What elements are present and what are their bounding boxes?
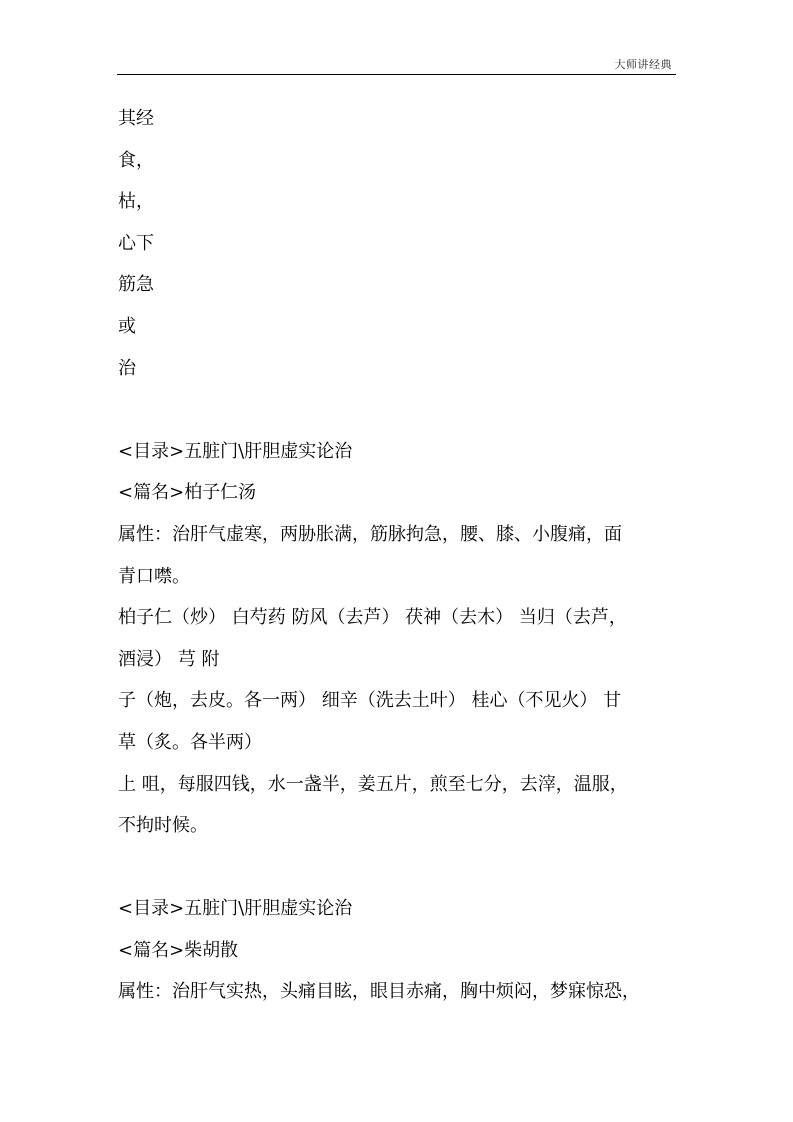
text-fragment: 其经 bbox=[118, 108, 154, 129]
paragraph-spacer bbox=[118, 847, 678, 889]
text-fragment: 或 bbox=[118, 315, 136, 337]
attribute-line: 属性：治肝气虚寒，两胁胀满，筋脉拘急，腰、膝、小腹痛，面 bbox=[118, 523, 622, 545]
document-body bbox=[118, 98, 678, 1013]
text-fragment: 枯， bbox=[118, 191, 154, 213]
method-line: 上 咀，每服四钱，水一盏半，姜五片，煎至七分，去滓，温服， bbox=[118, 773, 628, 795]
text-fragment: 心下 bbox=[118, 232, 154, 254]
entry-chaihu-san bbox=[118, 888, 678, 1013]
method-line: 不拘时候。 bbox=[118, 815, 208, 837]
text-fragment: 筋急 bbox=[118, 274, 154, 296]
ingredient-line: 子（炮，去皮。各一两） 细辛（洗去土叶） 桂心（不见火） 甘 bbox=[118, 690, 622, 712]
entry-baiziren-tang bbox=[118, 431, 678, 847]
ingredient-line: 酒浸） 芎 附 bbox=[118, 648, 220, 670]
text-fragment: 食， bbox=[118, 149, 154, 171]
page-header bbox=[117, 52, 676, 75]
paragraph-spacer bbox=[118, 389, 678, 431]
catalog-line: <目录>五脏门\肝胆虚实论治 bbox=[118, 440, 353, 462]
catalog-line: <目录>五脏门\肝胆虚实论治 bbox=[118, 898, 353, 920]
ingredient-line: 草（炙。各半两） bbox=[118, 731, 262, 753]
attribute-line: 属性：治肝气实热，头痛目眩，眼目赤痛，胸中烦闷，梦寐惊恐， bbox=[118, 981, 640, 1003]
header-title: 大师讲经典 bbox=[614, 58, 672, 71]
entry-title: <篇名>柴胡散 bbox=[118, 939, 239, 961]
attribute-line: 青口噤。 bbox=[118, 565, 190, 587]
text-fragment: 治 bbox=[118, 357, 136, 379]
entry-title: <篇名>柏子仁汤 bbox=[118, 482, 257, 504]
ingredient-line: 柏子仁（炒） 白芍药 防风（去芦） 茯神（去木） 当归（去芦， bbox=[118, 607, 627, 629]
